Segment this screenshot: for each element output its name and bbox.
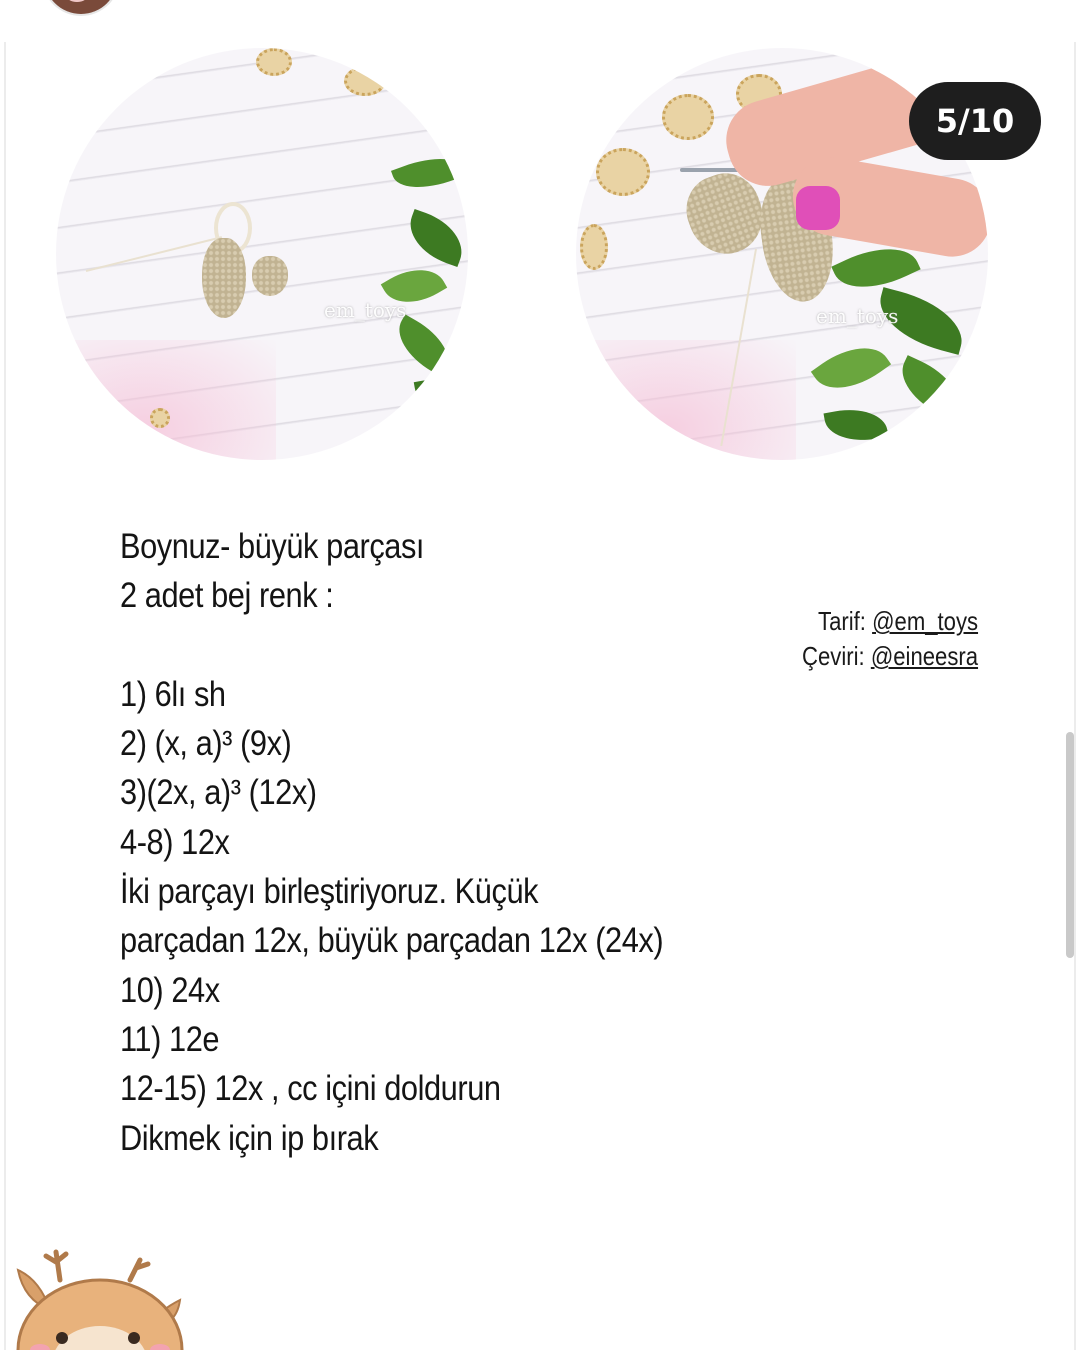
rattan-ball xyxy=(150,408,170,428)
instruction-line: 11) 12e xyxy=(120,1019,220,1059)
instruction-line: Boynuz- büyük parçası xyxy=(120,527,425,566)
scrollbar[interactable] xyxy=(1066,732,1074,958)
slide-counter-badge: 5/10 xyxy=(909,82,1041,160)
deer-mascot-icon xyxy=(0,1240,200,1350)
translation-handle-link[interactable]: @eineesra xyxy=(870,641,978,671)
translation-label: Çeviri: xyxy=(802,641,865,671)
pink-light-glow xyxy=(576,340,796,460)
watermark: em_toys xyxy=(816,304,899,328)
recipe-handle-link[interactable]: @em_toys xyxy=(872,606,978,636)
watermark: em_toys xyxy=(324,298,407,322)
instruction-line xyxy=(120,621,736,670)
instruction-line: 10) 24x xyxy=(120,970,220,1010)
rattan-ball xyxy=(344,66,386,96)
crochet-photo-left xyxy=(56,48,468,460)
crochet-horn-small xyxy=(252,256,288,296)
profile-avatar[interactable] xyxy=(42,0,120,16)
rattan-ball xyxy=(256,48,292,76)
instruction-line: 2 adet bej renk : xyxy=(120,576,334,616)
instruction-line: 3)(2x, a)³ (12x) xyxy=(120,773,317,813)
instruction-line: 4-8) 12x xyxy=(120,822,230,862)
crochet-horn-large xyxy=(202,238,246,318)
instruction-line: İki parçayı birleştiriyoruz. Küçük xyxy=(120,872,539,912)
leaf xyxy=(811,332,891,405)
top-bar xyxy=(0,0,1080,42)
leaf xyxy=(401,209,468,267)
credits-block xyxy=(802,604,978,674)
instruction-line: parçadan 12x, büyük parçadan 12x (24x) xyxy=(120,921,664,961)
recipe-credit xyxy=(802,604,978,639)
recipe-label: Tarif: xyxy=(818,606,866,636)
pink-light-glow xyxy=(56,340,276,460)
rattan-ball xyxy=(580,224,608,270)
instruction-line: 12-15) 12x , cc içini doldurun xyxy=(120,1069,501,1109)
pink-nail xyxy=(796,186,840,230)
translation-credit xyxy=(802,639,978,674)
instruction-line: Dikmek için ip bırak xyxy=(120,1118,379,1158)
instruction-line: 1) 6lı sh xyxy=(120,674,226,714)
pattern-instructions xyxy=(120,522,736,1163)
instruction-line: 2) (x, a)³ (9x) xyxy=(120,724,292,764)
rattan-ball xyxy=(596,148,650,196)
rattan-ball xyxy=(662,94,714,140)
